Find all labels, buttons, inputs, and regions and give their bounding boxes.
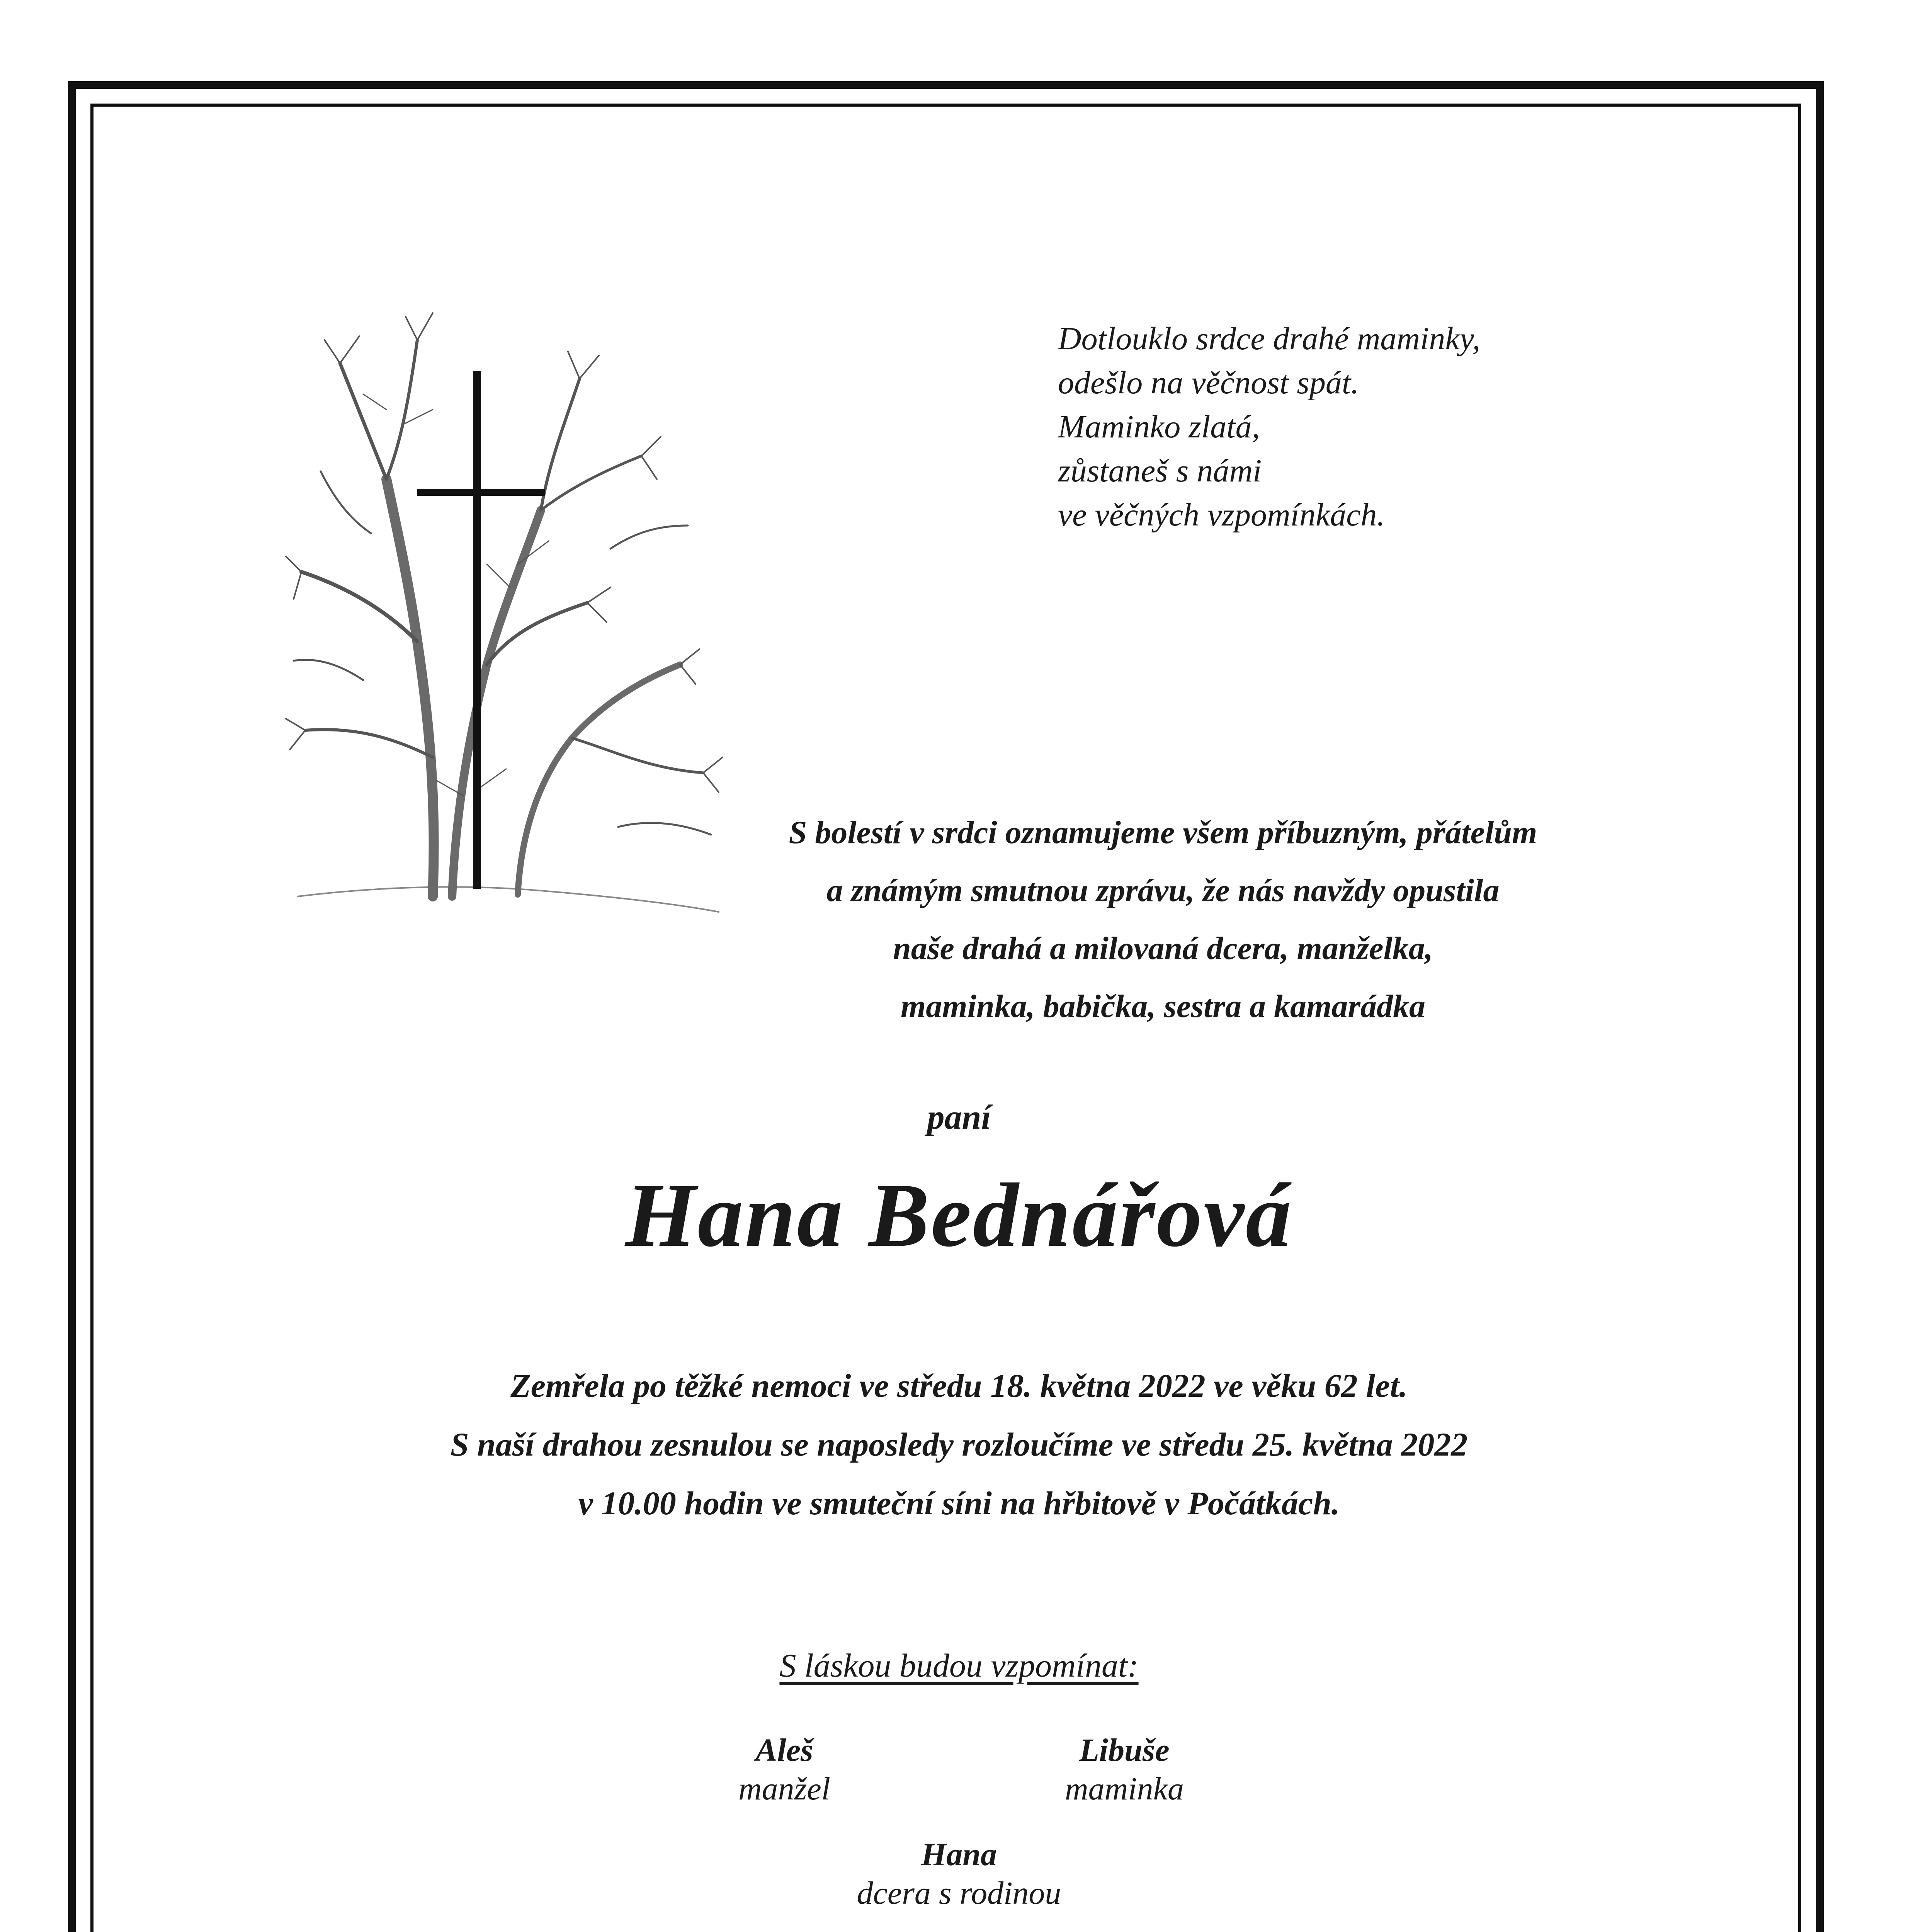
mourner-relation: manžel — [738, 1771, 830, 1807]
details-line: Zemřela po těžké nemoci ve středu 18. května 2022 ve věku 62 let. — [510, 1367, 1408, 1404]
mourner-name: Libuše — [1079, 1732, 1170, 1768]
mourners-heading: S láskou budou vzpomínat: — [779, 1647, 1139, 1684]
poem-line: zůstaneš s námi — [1058, 453, 1262, 489]
announcement-text — [680, 804, 1646, 1036]
mourner-mother — [989, 1731, 1260, 1808]
funeral-details — [0, 1356, 1918, 1532]
announcement-line: maminka, babička, sestra a kamarádka — [900, 988, 1426, 1024]
poem-line: odešlo na věčnost spát. — [1058, 365, 1359, 401]
details-line: v 10.00 hodin ve smuteční síni na hřbitově v Počátkách. — [578, 1485, 1340, 1522]
mourner-daughter — [766, 1835, 1152, 1913]
mourner-relation: maminka — [1065, 1771, 1184, 1807]
mourner-name: Hana — [921, 1837, 997, 1872]
memorial-poem — [1058, 317, 1637, 537]
poem-line: ve věčných vzpomínkách. — [1058, 497, 1385, 533]
title-prefix: paní — [927, 1098, 991, 1136]
announcement-line: naše drahá a milovaná dcera, manželka, — [893, 930, 1433, 966]
details-line: S naší drahou zesnulou se naposledy rozloučíme ve středu 25. května 2022 — [450, 1426, 1468, 1463]
announcement-line: S bolestí v srdci oznamujeme všem příbuzným, přátelům — [789, 815, 1537, 850]
announcement-line: a známým smutnou zprávu, že nás navždy opustila — [826, 872, 1500, 908]
poem-line: Dotlouklo srdce drahé maminky, — [1058, 321, 1481, 357]
mourner-name: Aleš — [755, 1732, 813, 1768]
deceased-name: Hana Bednářová — [625, 1165, 1293, 1266]
tree-with-cross-icon — [270, 294, 734, 927]
mourner-husband — [649, 1731, 920, 1808]
mourner-relation: dcera s rodinou — [857, 1875, 1061, 1911]
poem-line: Maminko zlatá, — [1058, 409, 1260, 445]
